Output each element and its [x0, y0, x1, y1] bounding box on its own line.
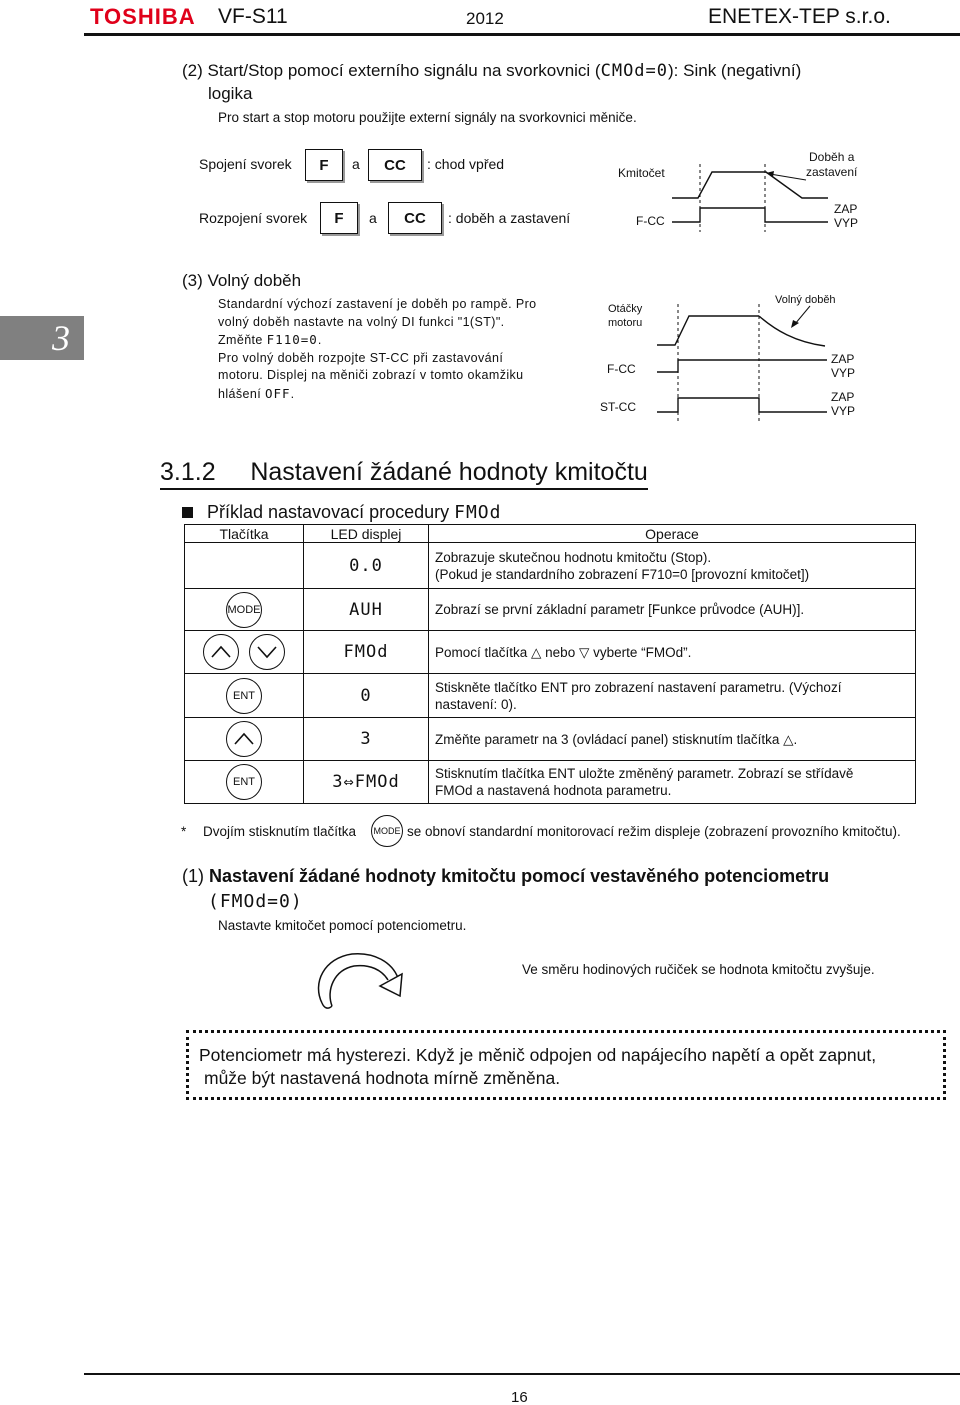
frequency-curve	[672, 172, 828, 198]
led-cell: AUH	[304, 589, 429, 631]
connect-label: Spojení svorek	[199, 156, 292, 172]
buttons-cell	[185, 761, 304, 804]
hysteresis-line-1: Potenciometr má hysterezi. Když je měnič odpojen od napájecího napětí a opět zapnut,	[199, 1045, 877, 1065]
coast-label: Volný doběh	[775, 294, 836, 306]
chevron-up-icon	[210, 645, 232, 659]
on-label: ZAP	[834, 202, 858, 216]
table-row	[185, 589, 916, 631]
section2-heading-line2: logika	[208, 84, 253, 103]
coast-timing-diagram	[655, 290, 830, 425]
led-cell: 3	[304, 718, 429, 761]
procedure-table	[184, 524, 916, 804]
model-name: VF-S11	[218, 5, 288, 28]
led-cell: 0	[304, 674, 429, 718]
buttons-cell	[185, 589, 304, 631]
freq-label: Kmitočet	[618, 166, 665, 180]
forward-run-label: : chod vpřed	[427, 156, 505, 172]
section3-text: Standardní výchozí zastavení je doběh po rampě. Pro volný doběh nastavte na volný DI funkci "1(ST)". Změňte F110=0. Pro volný doběh rozpojte ST-CC při zastavování motoru. Displej na měniči zobrazí v tomto okamžiku hlášení OFF.	[218, 297, 537, 401]
decel-label: Doběh a zastavení	[806, 150, 858, 179]
stcc-off-label: VYP	[831, 404, 856, 418]
table-row	[185, 631, 916, 674]
brand-logo: TOSHIBA	[90, 4, 196, 29]
ent-button[interactable]: ENT	[226, 764, 262, 800]
chevron-up-icon	[233, 732, 255, 746]
buttons-cell	[185, 543, 304, 589]
ent-button[interactable]: ENT	[226, 678, 262, 714]
terminal-f-box-2: F	[320, 202, 358, 234]
example-heading: Příklad nastavovací procedury FMOd	[207, 502, 502, 523]
terminal-f-box: F	[305, 149, 343, 181]
decel-stop-label: : doběh a zastavení	[448, 210, 571, 226]
down-arrow-button[interactable]	[249, 634, 285, 670]
table-row	[185, 761, 916, 804]
section2-heading: (2) Start/Stop pomocí externího signálu na svorkovnici (CMOd=0): Sink (negativní)	[182, 61, 802, 81]
disconnect-label: Rozpojení svorek	[199, 210, 308, 226]
buttons-cell	[185, 718, 304, 761]
operation-cell: Zobrazí se první základní parametr [Funkce průvodce (AUH)].	[429, 589, 916, 631]
page-number: 16	[511, 1389, 528, 1405]
section-312-title: 3.1.2 Nastavení žádané hodnoty kmitočtu	[160, 458, 648, 490]
col-header-operation: Operace	[429, 525, 916, 543]
led-cell: 3⇔FMOd	[304, 761, 429, 804]
motor-speed-label: Otáčky motoru	[608, 303, 643, 329]
section2-desc: Pro start a stop motoru použijte externí signály na svorkovnici měniče.	[218, 110, 637, 125]
fcc-signal	[672, 208, 828, 222]
operation-cell: Stisknutím tlačítka ENT uložte změněný parametr. Zobrazí se střídavě FMOd a nastavená hodnota parametru.	[429, 761, 916, 804]
note-star: *	[181, 824, 187, 839]
chapter-tab: 3	[0, 316, 84, 360]
and-label-2: a	[369, 210, 377, 226]
stcc-signal	[657, 398, 827, 412]
fcc-off-label: VYP	[831, 366, 856, 380]
col-header-buttons: Tlačítka	[185, 525, 304, 543]
table-row	[185, 543, 916, 589]
start-stop-timing-diagram	[670, 160, 830, 235]
buttons-cell	[185, 631, 304, 674]
fcc-label: F-CC	[636, 214, 665, 228]
table-row	[185, 674, 916, 718]
operation-cell: Zobrazuje skutečnou hodnotu kmitočtu (Stop). (Pokud je standardního zobrazení F710=0 [provozní kmitočet])	[429, 543, 916, 589]
off-label: VYP	[834, 216, 859, 230]
potentiometer-knob-icon	[308, 948, 403, 1026]
operation-cell: Změňte parametr na 3 (ovládací panel) stisknutím tlačítka △.	[429, 718, 916, 761]
header-rule	[84, 33, 960, 36]
fcc-signal-2	[657, 360, 827, 372]
pot-heading-code: (FMOd=0)	[208, 891, 303, 912]
header-year: 2012	[466, 9, 504, 28]
bullet-square	[182, 507, 193, 518]
mode-button[interactable]: MODE	[226, 592, 262, 628]
table-row	[185, 718, 916, 761]
terminal-cc-box-2: CC	[388, 202, 442, 234]
note-text-prefix: Dvojím stisknutím tlačítka	[203, 824, 357, 839]
footer-rule	[84, 1373, 960, 1375]
chevron-down-icon	[256, 645, 278, 659]
led-cell: FMOd	[304, 631, 429, 674]
terminal-cc-box: CC	[368, 149, 422, 181]
buttons-cell	[185, 674, 304, 718]
knob-note: Ve směru hodinových ručiček se hodnota kmitočtu zvyšuje.	[522, 962, 875, 977]
led-cell: 0.0	[304, 543, 429, 589]
pot-heading: (1) Nastavení žádané hodnoty kmitočtu pomocí vestavěného potenciometru	[182, 866, 830, 886]
stcc-label: ST-CC	[600, 400, 636, 414]
section3-heading: (3) Volný doběh	[182, 271, 302, 290]
note-mode-button[interactable]: MODE	[371, 815, 403, 847]
up-arrow-button[interactable]	[226, 721, 262, 757]
operation-cell: Stiskněte tlačítko ENT pro zobrazení nastavení parametru. (Výchozí nastavení: 0).	[429, 674, 916, 718]
col-header-led: LED displej	[304, 525, 429, 543]
pot-desc: Nastavte kmitočet pomocí potenciometru.	[218, 918, 467, 933]
motor-speed-curve	[657, 316, 759, 345]
header-company: ENETEX-TEP s.r.o.	[708, 5, 891, 28]
table-header-row	[185, 525, 916, 543]
operation-cell: Pomocí tlačítka △ nebo ▽ vyberte “FMOd”.	[429, 631, 916, 674]
up-arrow-button[interactable]	[203, 634, 239, 670]
and-label: a	[352, 156, 360, 172]
fcc-label-2: F-CC	[607, 362, 636, 376]
note-text-suffix: se obnoví standardní monitorovací režim displeje (zobrazení provozního kmitočtu).	[407, 824, 901, 839]
hysteresis-line-2: může být nastavená hodnota mírně změněna.	[204, 1068, 561, 1088]
fcc-on-label: ZAP	[831, 352, 855, 366]
stcc-on-label: ZAP	[831, 390, 855, 404]
